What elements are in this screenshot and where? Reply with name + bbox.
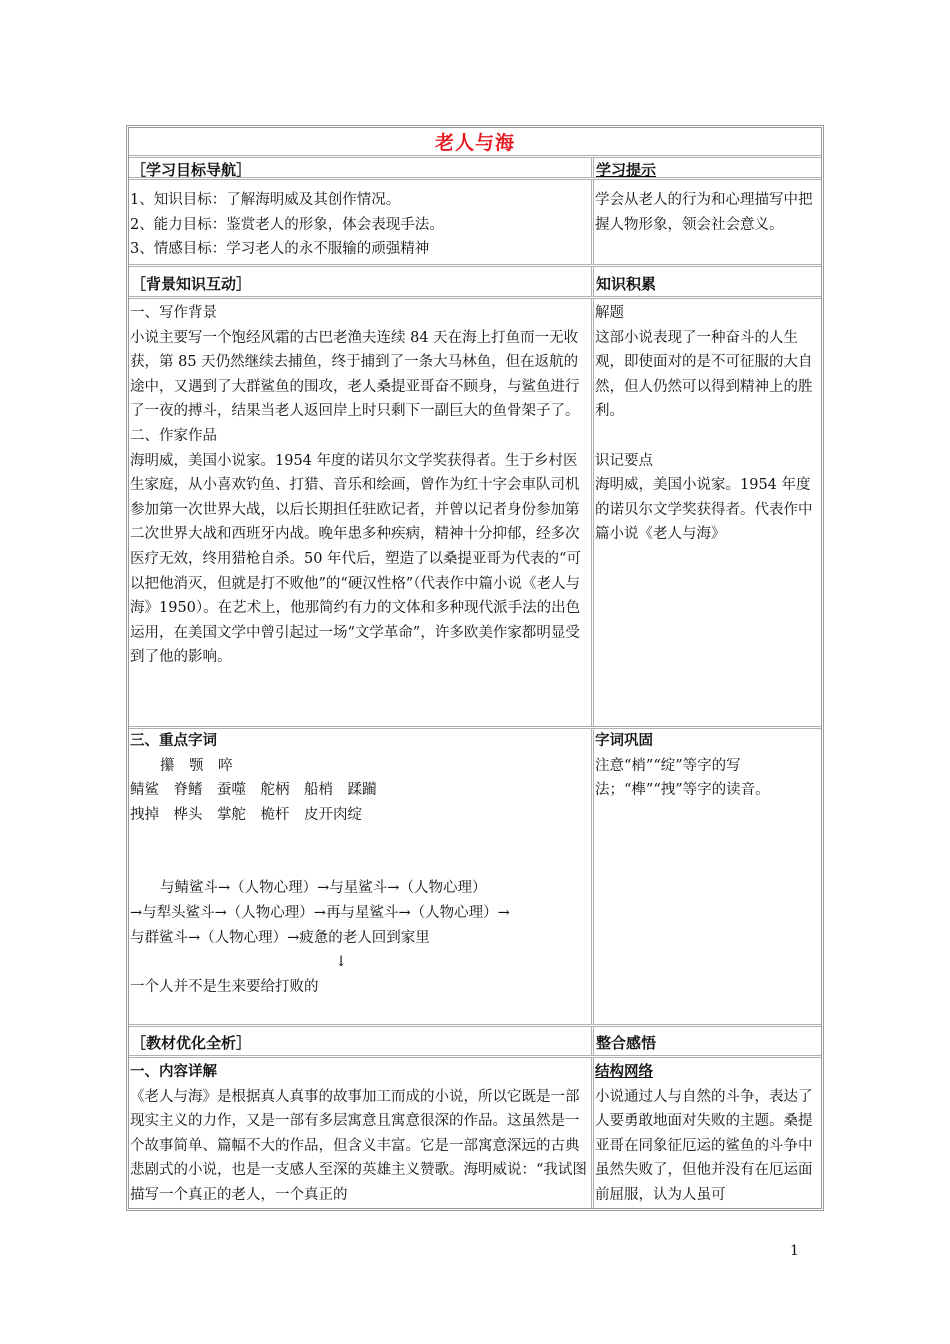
analysis-header: ［教材优化全析］ [129,1027,594,1055]
goal-knowledge: 1、知识目标：了解海明威及其创作情况。 [130,192,401,208]
vocabulary-heading: 三、重点字词 [130,732,217,749]
goals-header: ［学习目标导航］ [129,158,594,177]
plot-flow-conclusion: 一个人并不是生来要给打败的 [130,978,319,995]
vocabulary-content [129,729,594,1024]
knowledge-content [594,299,821,726]
structure-network-heading: 结构网络 [595,1063,653,1080]
plot-flow-line-1: 与鲭鲨斗→（人物心理）→与星鲨斗→（人物心理） [160,880,487,897]
vocabulary-review-text: 注意“梢”“绽”等字的写法；“榫”“拽”等字的读音。 [595,757,770,799]
worksheet-table [126,125,824,1211]
structure-network-text: 小说通过人与自然的斗争，表达了人要勇敢地面对失败的主题。桑提亚哥在同象征厄运的鲨鱼的斗争中虽然失败了，但他并没有在厄运面前屈服，认为人虽可 [595,1088,813,1203]
vocabulary-review-heading: 字词巩固 [595,732,653,749]
title-explanation-heading: 解题 [595,305,624,321]
background-header: ［背景知识互动］ [129,267,594,296]
writing-background-heading: 一、写作背景 [130,305,217,321]
vocabulary-line-2: 鲭鲨 脊鳍 蚕噬 舵柄 船梢 蹂躏 [130,782,377,799]
analysis-content [129,1058,594,1208]
analysis-row [129,1058,821,1208]
content-detail-heading: 一、内容详解 [130,1063,217,1080]
plot-flow-line-3: 与群鲨斗→（人物心理）→疲惫的老人回到家里 [130,929,430,946]
background-header-row [129,267,821,299]
title-explanation-text: 这部小说表现了一种奋斗的人生观，即使面对的是不可征服的大自然，但人仍然可以得到精神上的胜利。 [595,329,813,420]
integration-content [594,1058,821,1208]
writing-background-text: 小说主要写一个饱经风霜的古巴老渔夫连续 84 天在海上打鱼而一无收获，第 85 天仍然继续去捕鱼，终于捕到了一条大马林鱼，但在返航的途中，又遇到了大群鲨鱼的围攻，老人桑提亚哥奋不顾身，与鲨鱼进行了一夜的搏斗，结果当老人返回岸上时只剩下一副巨大的鱼骨架子了。 [130,329,580,420]
key-points-heading: 识记要点 [595,452,653,469]
vocabulary-line-3: 拽掉 桦头 掌舵 桅杆 皮开肉绽 [130,806,362,823]
plot-flow-line-2: →与犁头鲨斗→（人物心理）→再与星鲨斗→（人物心理）→ [130,904,510,921]
background-row [129,299,821,729]
vocabulary-row [129,729,821,1027]
goal-ability: 2、能力目标：鉴赏老人的形象，体会表现手法。 [130,216,444,233]
background-content [129,299,594,726]
study-tip: 学会从老人的行为和心理描写中把握人物形象，领会社会意义。 [595,192,813,233]
goals-row [129,180,821,267]
integration-header: 整合感悟 [596,1034,657,1052]
page-number: 1 [790,1243,799,1259]
spacer [595,424,820,449]
analysis-header-row [129,1027,821,1058]
document-title: 老人与海 [434,132,515,154]
vocabulary-review [594,729,821,1024]
author-works-heading: 二、作家作品 [130,427,217,444]
goal-emotion: 3、情感目标：学习老人的永不服输的顽强精神 [130,241,430,258]
spacer [130,827,590,876]
author-works-text: 海明威，美国小说家。1954 年度的诺贝尔文学奖获得者。生于乡村医生家庭，从小喜欢钓鱼、打猎、音乐和绘画，曾作为红十字会車队司机参加第一次世界大战，以后长期担任驻欧记者，并曾以记者身份参加第二次世界大战和西班牙内战。晚年患多种疾病，精神十分抑郁，经多次医疗无效，终用猎枪自杀。50 年代后，塑造了以桑提亚哥为代表的“可以把他消灭，但就是打不败他”的“硬汉性格”（代表作中篇小说《老人与海》1950）。在艺术上，他那简约有力的文体和多种现代派手法的出色运用，在美国文学中曾引起过一场“文学革命”，许多欧美作家都明显受到了他的影响。 [130,452,581,666]
tips-header: 学习提示 [596,161,657,177]
goals-header-row [129,158,821,180]
key-points-text: 海明威，美国小说家。1954 年度的诺贝尔文学奖获得者。代表作中篇小说《老人与海》 [595,477,813,543]
content-detail-text: 《老人与海》是根据真人真事的故事加工而成的小说，所以它既是一部现实主义的力作，又是一部有多层寓意且寓意很深的作品。这虽然是一个故事简单、篇幅不大的作品，但含义丰富。它是一部寓意深远的古典悲剧式的小说，也是一支感人至深的英雄主义赞歌。海明威说：“我试图描写一个真正的老人，一个真正的 [130,1088,587,1203]
vocabulary-line-1: 攥 颚 啐 [160,757,233,774]
down-arrow-icon: ↓ [335,954,348,971]
goals-list [129,180,594,264]
title-row [129,128,821,158]
knowledge-header: 知识积累 [596,275,657,293]
